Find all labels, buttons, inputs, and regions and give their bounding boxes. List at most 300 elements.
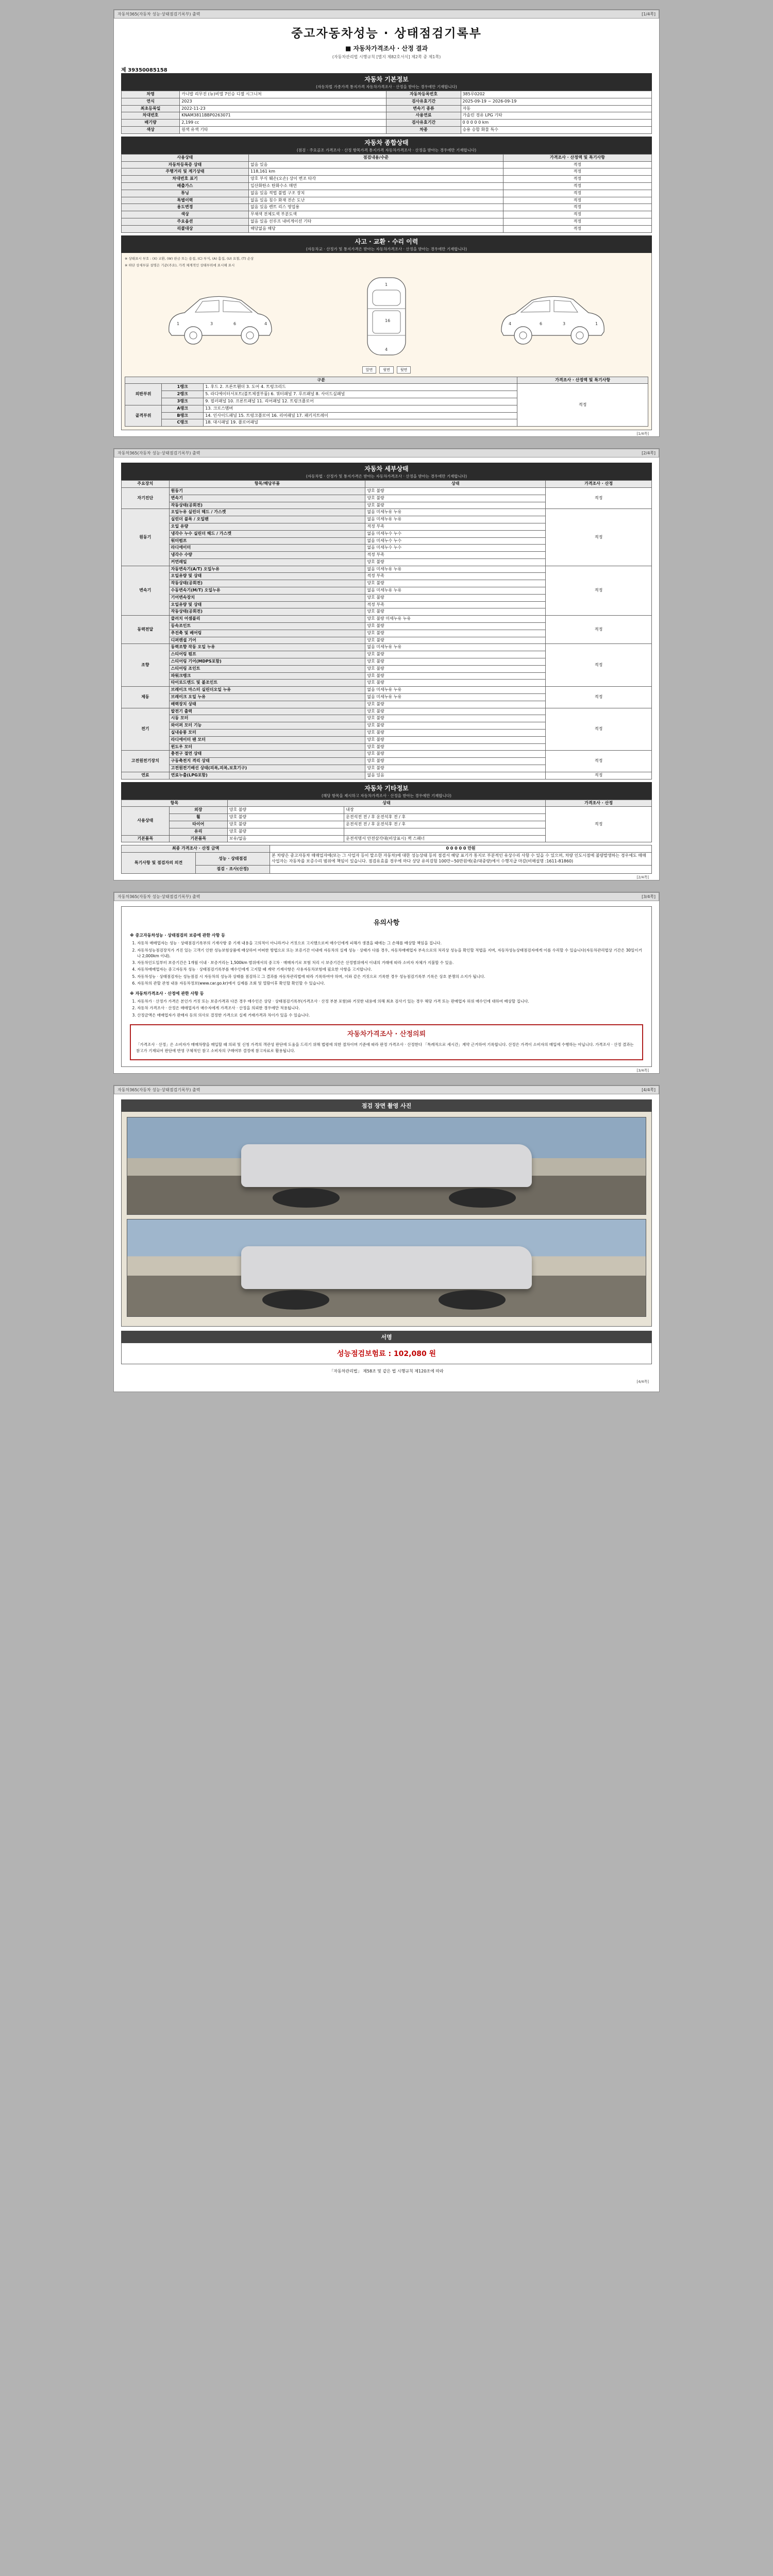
svg-text:6: 6 [233, 321, 237, 326]
overall-opt-2: 양호 부식 훼손(오손) 상이 변조 타각 [248, 176, 503, 183]
notice-item: 1. 자동차가 · 산정가 가격은 본인가 거짓 또는 보증가격과 다른 경우 매수인은 상당 · 상태점검기록부(가격조사 · 산정 부분 포함)와 거짓한 내용에 의해 최초 검사기 있는 경우 해당 가격 또는 판매업자 허위 매수인에 대하여 배상할 집니다. [137, 998, 643, 1004]
etc-opt-3: 양호 불량 [227, 828, 344, 835]
etc-name-2: 타이어 [169, 821, 227, 828]
parts-group-label: 고전원전기장치 [122, 751, 170, 772]
parts-item-label: 스티어링 조인트 [169, 665, 365, 672]
parts-item-options: 양호 불량 [365, 751, 546, 758]
parts-item-label: 윈도우 모터 [169, 743, 365, 751]
etc-name-3: 유리 [169, 828, 227, 835]
overall-opt-5: 없음 있음 침수 화재 전손 도난 [248, 197, 503, 204]
overall-result-4: 적정 [503, 190, 651, 197]
table-row [122, 126, 652, 133]
basic-label-1b: 검사유효기간 [386, 98, 461, 105]
parts-item-options: 없음 미세누유 누유 [365, 687, 546, 694]
topbar-3-left: 자동차365(자동차 성능·상태점검기록부) 출력 [117, 894, 200, 899]
parts-group-label: 연료 [122, 772, 170, 779]
parts-item-options: 없음 미세누유 누유 [365, 587, 546, 595]
parts-item-options: 없음 미세누수 누수 [365, 537, 546, 545]
table-row [122, 687, 652, 694]
parts-item-label: 자동변속기(A/T) 오일누유 [169, 566, 365, 573]
parts-item-options: 양호 불량 [365, 715, 546, 722]
car-side-right-diagram [493, 278, 612, 355]
parts-item-label: 연료누출(LPG포함) [169, 772, 365, 779]
overall-name-7: 색상 [122, 211, 249, 218]
photo-wheel-2b [439, 1290, 506, 1310]
page-title: 중고자동차성능 · 상태점검기록부 [291, 27, 482, 40]
photo-car-shape-1 [241, 1144, 531, 1187]
parts-group-label: 제동 [122, 687, 170, 708]
accident-parts-3: 13. 크로스멤버 [204, 405, 517, 412]
table-row [122, 176, 652, 183]
parts-state-table [121, 480, 652, 779]
parts-item-options: 적정 부족 [365, 523, 546, 530]
notice-item: 2. 자동차 가격조사 · 산정은 매매업자가 매수자에게 가격조사 · 산정을 의뢰한 경우에만 적용됩니다. [137, 1005, 643, 1011]
parts-head-0: 주요장치 [122, 481, 170, 488]
page-tag-1: [1/4쪽] [636, 432, 649, 436]
parts-item-label: 작동상태(공회전) [169, 608, 365, 616]
overall-result-6: 적정 [503, 204, 651, 211]
car-side-left-diagram [161, 278, 280, 355]
fee-value: 102,080 원 [393, 1349, 436, 1358]
parts-item-label: 실내송풍 모터 [169, 730, 365, 737]
topbar-4 [114, 1086, 659, 1094]
overall-opt-8: 없음 있음 선루프 내비게이션 기타 [248, 218, 503, 225]
table-row [122, 566, 652, 573]
topbar-4-right: [4/4쪽] [642, 1087, 656, 1092]
svg-text:4: 4 [509, 321, 512, 326]
photo-wheel-1b [449, 1188, 516, 1208]
notice-section-head-0: ※ 중고자동차성능 · 상태점검의 보증에 관한 사항 등 [130, 933, 225, 938]
accident-parts-2: 9. 필러패널 10. 프론트패널 11. 리어패널 12. 트렁크플로어 [204, 398, 517, 405]
table-row [122, 616, 652, 623]
photo-car-shape-2 [241, 1246, 531, 1289]
overall-result-3: 적정 [503, 182, 651, 190]
overall-opt-0: 없음 있음 [248, 161, 503, 168]
accident-diagram-area [121, 253, 652, 431]
parts-item-options: 적정 부족 [365, 573, 546, 580]
mileage-value: 118,161 km [248, 168, 503, 176]
section-band-accident [121, 235, 652, 253]
table-row [122, 644, 652, 651]
parts-item-label: 브레이크 오일 누유 [169, 694, 365, 701]
table-row [122, 105, 652, 112]
parts-group-result: 적정 [546, 751, 652, 772]
section-band-basic [121, 73, 652, 91]
notice-list-0 [137, 940, 643, 986]
overall-name-0: 자동차등록증 상태 [122, 161, 249, 168]
topbar-2 [114, 449, 659, 457]
parts-item-label: 고전원전기배선 상태(피복,피복,보호기구) [169, 765, 365, 772]
basic-value-4: 2,199 cc [180, 120, 386, 127]
parts-item-label: 와이퍼 모터 기능 [169, 722, 365, 730]
price-row-key-0: 성능 · 상태점검 [196, 853, 270, 866]
parts-item-options: 양호 불량 [365, 665, 546, 672]
table-row [122, 120, 652, 127]
etc-table [121, 800, 652, 843]
price-row-val-0: 본 차량은 중고자동차 매매업자에(또는 그 사업자 등이 말소한 자동차)에 대한 성능상태 등의 점검서 해당 표기가 통지로 부분적인 유상수리 사항 수 있을 수 있으며, 차량 인도시점에 불량발생하는 경우에도 매매사업자는 자동차를 보증수리 범위에 책임이 있습니다. 점검유효를 경우에 마다 상당 유의검험 100만~50만원에(중/대중량)에서 수행지급 마감(비해설명 :1611-81860) [270, 853, 652, 866]
parts-item-options: 없음 미세누유 누유 [365, 644, 546, 651]
parts-item-options: 양호 불량 [365, 580, 546, 587]
section-title-overall: 자동차 종합상태 [364, 139, 409, 146]
table-row [122, 487, 652, 495]
parts-item-label: 냉각수 누수 실린더 헤드 / 가스켓 [169, 530, 365, 537]
parts-item-label: 작동상태(공회전) [169, 502, 365, 509]
table-row [122, 865, 652, 873]
accident-notice-1: ※ 상태표시 부호 : (X) 교환, (W) 판금 또는 용접, (C) 부식, (A) 흠집, (U) 요철, (T) 손상 [125, 256, 254, 261]
legend-item-top: 윗면 [379, 366, 394, 374]
etc-name-4: 기본품목 [169, 835, 227, 842]
parts-head-2: 상태 [365, 481, 546, 488]
notice-item: 2. 자동차성능점검장치가 거진 있는 고객기 인한 성능보험상품에 배상하여 어떠한 방법으로 또는 보증기간 이내에 자동차의 실제 성능 · 상태가 다를 경우, 자동차매매업자 부속으로의 처리상 성능을 확인할 적법을 지며, 자동차성능상태점검자에게 이를 수리할 수 있습니다(자동차관리법상 기간은 30일이거나 2,000km 이내). [137, 947, 643, 959]
diagram-legend [125, 365, 648, 377]
parts-item-label: 워터펌프 [169, 537, 365, 545]
table-header-row [122, 154, 652, 161]
parts-item-label: 오일누유 실린더 헤드 / 가스켓 [169, 509, 365, 516]
parts-item-label: 충전구 절연 상태 [169, 751, 365, 758]
accident-key-3: 골격부위 [125, 405, 162, 426]
parts-item-options: 양호 불량 [365, 495, 546, 502]
price-title: 최종 가격조사 · 산정 금액 [122, 845, 270, 853]
table-row [125, 384, 648, 391]
parts-item-options: 양호 불량 [365, 651, 546, 658]
section-title-etc: 자동차 기타정보 [364, 784, 409, 792]
parts-item-options: 양호 불량 [365, 637, 546, 644]
etc-name2-3 [344, 828, 546, 835]
etc-name2-4: 운전석명서 안전삼각대(비상표시) 잭 스패너 [344, 835, 546, 842]
basic-value-4b: 0 0 0 0 0 km [461, 120, 651, 127]
type-value: 승용 승합 화물 특수 [461, 126, 651, 133]
table-row [122, 807, 652, 814]
parts-item-options: 양호 불량 [365, 708, 546, 715]
photo-wheel-1a [273, 1188, 340, 1208]
notice-list-1 [137, 998, 643, 1018]
parts-item-label: 등속조인트 [169, 623, 365, 630]
overall-head-0: 사용상태 [122, 154, 249, 161]
svg-text:1: 1 [385, 282, 388, 287]
etc-opt-1: 양호 불량 [227, 814, 344, 821]
parts-group-label: 전기 [122, 708, 170, 751]
section-sub-etc: (해당 항목을 제시하고 자동차가격조사 · 산정을 받아는 경우에만 기재합니다) [322, 793, 451, 798]
redbox-text: 「가격조사 · 산정」은 소비자가 매매차량을 매입할 때 의뢰 및 신청 가격의 객관성 판단에 도움을 드리기 위해 법령에 의한 절차이며 기준에 따라 판정 가격조사 · 산정한다 「특례적으로 세시간」계약 근거하여 기록합니다. 산정은 가격이 소비자의 매입에 수행하는 아닙니다. 가격조사 · 산정 결과는 참고가 기재되어 판단에 반영 구체적인 참고 소비자의 구매여부 결정에 참고자료로 활용됩니다. [136, 1042, 634, 1053]
parts-head-3: 가격조사 · 산정 [546, 481, 652, 488]
car-top-diagram [353, 273, 420, 360]
parts-item-label: 작동상태(공회전) [169, 580, 365, 587]
etc-name2-1: 운전석전 전 / 후 운전석후 전 / 후 [344, 814, 546, 821]
bottom-legal-note: 「자동차관리법」 제58조 및 같은 법 시행규칙 제120조에 따라 [329, 1368, 444, 1374]
legend-item-front: 앞면 [362, 366, 377, 374]
overall-name-5: 특별이력 [122, 197, 249, 204]
overall-result-5: 적정 [503, 197, 651, 204]
parts-item-options: 없음 미세누수 누수 [365, 530, 546, 537]
basic-label-2b: 변속기 종류 [386, 105, 461, 112]
price-value: 0 0 0 0 0 만원 [270, 845, 652, 853]
table-row [122, 772, 652, 779]
basic-value-1: 2023 [180, 98, 386, 105]
basic-label-0: 차명 [122, 91, 180, 98]
parts-item-options: 양호 불량 [365, 736, 546, 743]
table-row [122, 98, 652, 105]
etc-head-0: 항목 [122, 800, 228, 807]
etc-score-label: 기본품목 [122, 835, 170, 842]
photo-section-title: 점검 장면 촬영 사진 [121, 1099, 652, 1112]
parts-item-label: 타이로드엔드 및 볼조인트 [169, 680, 365, 687]
svg-text:3: 3 [563, 321, 566, 326]
car-diagrams [125, 269, 648, 365]
parts-item-label: 동력조향 작동 오일 누유 [169, 644, 365, 651]
notice-item: 3. 자동차인도일부터 보증기간은 1개월 이내 · 보증거리는 1,500km 범위에서의 중고차 · 매매자기로 보험 처리 시 보증기간은 산정범위에서 이내의 거래에 따라 소비자 자체가 지불할 수 있음. [137, 960, 643, 965]
overall-result-7: 적정 [503, 211, 651, 218]
basic-value-0: 카니발 리무진 (뉴)비엘 7인승 디젤 시그니처 [180, 91, 386, 98]
table-header-row [125, 377, 648, 384]
table-row [122, 708, 652, 715]
basic-label-0b: 자동차등록번호 [386, 91, 461, 98]
parts-group-result: 적정 [546, 708, 652, 751]
basic-label-1: 연식 [122, 98, 180, 105]
etc-group-label: 사용상태 [122, 807, 170, 835]
parts-item-options: 양호 불량 [365, 558, 546, 566]
section-sub-basic: (자동차법 가종가격 통지가격 자동차가격조사 · 산정을 받아는 경우에만 기재합니다) [316, 84, 457, 89]
table-row [122, 751, 652, 758]
parts-item-label: 클러치 어셈블리 [169, 616, 365, 623]
price-table [121, 845, 652, 873]
table-row [122, 225, 652, 232]
svg-text:6: 6 [540, 321, 543, 326]
parts-item-options: 없음 미세누수 누수 [365, 545, 546, 552]
parts-group-result: 적정 [546, 772, 652, 779]
overall-opt-9: 해당없음 해당 [248, 225, 503, 232]
section-band-etc [121, 782, 652, 800]
basic-label-4: 배기량 [122, 120, 180, 127]
color-value: 원색 유색 기타 [180, 126, 386, 133]
parts-item-label: 오일유량 및 상태 [169, 573, 365, 580]
svg-text:4: 4 [264, 321, 267, 326]
overall-opt-3: 일산화탄소 탄화수소 매연 [248, 182, 503, 190]
parts-item-options: 양호 불량 [365, 765, 546, 772]
parts-item-label: 발전기 출력 [169, 708, 365, 715]
overall-result-8: 적정 [503, 218, 651, 225]
parts-group-result: 적정 [546, 566, 652, 616]
signature-title: 서명 [121, 1331, 652, 1343]
parts-item-options: 양호 불량 [365, 758, 546, 765]
section-title-accident: 사고 · 교환 · 수리 이력 [355, 238, 418, 245]
parts-item-label: 파워크랭크 [169, 672, 365, 680]
parts-item-options: 양호 불량 [365, 680, 546, 687]
parts-item-options: 양호 불량 [365, 630, 546, 637]
notice-item: 1. 자동차 매매업자는 성능 · 상태점검기록부의 기재사항 중 기재 내용을 고의적이 아니라거나 거짓으로 고지했으로써 매수인에게 피해가 생겼을 때에는 그 손해를 배상할 책임을 집니다. [137, 940, 643, 946]
table-row [122, 112, 652, 120]
accident-grade-2: 3랭크 [162, 398, 204, 405]
sheet-page-3 [113, 892, 660, 1074]
parts-item-options: 양호 불량 [365, 623, 546, 630]
parts-item-label: 기어변속장치 [169, 594, 365, 601]
svg-text:4: 4 [385, 347, 388, 352]
etc-result: 적정 [546, 807, 652, 842]
page-legal-note: (자동차관리법 시행규칙 [별지 제82호서식] 제2쪽 중 제1쪽) [332, 55, 441, 59]
etc-head-2: 가격조사 · 산정 [546, 800, 652, 807]
parts-group-result: 적정 [546, 644, 652, 687]
basic-label-2: 최초등록일 [122, 105, 180, 112]
accident-grade-1: 2랭크 [162, 391, 204, 398]
svg-text:1: 1 [177, 321, 180, 326]
overall-name-6: 용도변경 [122, 204, 249, 211]
parts-item-options: 양호 불량 [365, 658, 546, 666]
photo-section [121, 1112, 652, 1327]
etc-opt-4: 보유/없음 [227, 835, 344, 842]
basic-info-table [121, 91, 652, 134]
accident-result: 적정 [517, 384, 648, 427]
topbar-3-right: [3/4쪽] [642, 894, 656, 899]
etc-name-1: 휠 [169, 814, 227, 821]
inspection-photo-2 [127, 1219, 646, 1317]
parts-item-options: 양호 불량 [365, 722, 546, 730]
table-row [122, 211, 652, 218]
document-header [114, 19, 659, 62]
notice-item: 5. 자동차성능 · 상태점검자는 성능점검 시 자동차의 성능과 상태를 점검하고 그 결과를 자동차관리법에 따라 기록하여야 하며, 이와 같은 거짓으로 기록한 경우 성능점검기록부 기록은 상호 분쟁의 소지가 됩니다. [137, 974, 643, 979]
type-label: 차종 [386, 126, 461, 133]
fee-box [121, 1343, 652, 1364]
overall-result-2: 적정 [503, 176, 651, 183]
svg-text:16: 16 [385, 318, 391, 323]
section-title-basic: 자동차 기본정보 [364, 76, 409, 83]
parts-item-options: 적정 부족 [365, 601, 546, 608]
parts-item-options: 없음 미세누유 누유 [365, 516, 546, 523]
parts-item-label: 구동축전지 격리 상태 [169, 758, 365, 765]
etc-opt-2: 양호 불량 [227, 821, 344, 828]
parts-item-label: 시동 모터 [169, 715, 365, 722]
topbar-2-right: [2/4쪽] [642, 451, 656, 456]
notice-item: 6. 자동차의 관할 관청 내용 자동차정보(www.car.go.kr)에서 실제를 조회 및 열람이후 확인할 확인할 수 있습니다. [137, 980, 643, 986]
topbar-2-left: 자동차365(자동차 성능·상태점검기록부) 출력 [117, 451, 200, 456]
parts-item-label: 변속기 [169, 495, 365, 502]
section-title-parts: 자동차 세부상태 [364, 465, 409, 473]
table-header-row [122, 800, 652, 807]
price-row-val-1 [270, 865, 652, 873]
accident-notice-2: ※ 하단 상세부분 설명은 기준(주요), 가격 체계적인 상태부위에 표시해 표시 [125, 263, 235, 267]
color-label: 색상 [122, 126, 180, 133]
document-number: 제 39350085158 [121, 67, 167, 73]
parts-group-result: 적정 [546, 487, 652, 509]
basic-label-3: 차대번호 [122, 112, 180, 120]
page-tag-4: [4/4쪽] [636, 1379, 649, 1384]
parts-item-options: 없음 미세누유 누유 [365, 566, 546, 573]
accident-sub-head-0: 구분 [125, 377, 517, 384]
accident-parts-4: 14. 인사이드패널 15. 트렁크플로어 16. 리어패널 17. 패키지트레이 [204, 412, 517, 419]
parts-head-1: 항목/해당부품 [169, 481, 365, 488]
parts-item-label: 실린더 블록 / 오일팬 [169, 516, 365, 523]
etc-head-1: 상태 [227, 800, 545, 807]
parts-item-label: 오일 유량 [169, 523, 365, 530]
inspection-photo-1 [127, 1117, 646, 1215]
legend-item-rear: 뒷면 [397, 366, 411, 374]
table-header-row [122, 481, 652, 488]
page-tag-2: [2/4쪽] [636, 875, 649, 879]
overall-head-2: 점검내용/수준 [248, 154, 503, 161]
parts-group-result: 적정 [546, 509, 652, 566]
parts-group-result: 적정 [546, 616, 652, 644]
price-row-key-1: 점검 · 조사(산정) [196, 865, 270, 873]
topbar-right: [1/4쪽] [642, 12, 656, 16]
sheet-page-1 [113, 9, 660, 437]
table-row [122, 182, 652, 190]
parts-item-options: 양호 불량 [365, 608, 546, 616]
section-sub-overall: (점검 · 주요골조 가격조사 · 산정 항목가격 통지가격 자동차가격조사 · 산정을 받아는 경우에만 기재합니다) [296, 147, 477, 152]
etc-opt-0: 양호 불량 [227, 807, 344, 814]
parts-item-options: 양호 불량 [365, 672, 546, 680]
parts-item-label: 스티어링 기어(MDPS포함) [169, 658, 365, 666]
mileage-label: 주행거리 및 계기상태 [122, 168, 249, 176]
parts-group-label: 자기진단 [122, 487, 170, 509]
topbar-left: 자동차365(자동차 성능·상태점검기록부) 출력 [117, 12, 200, 16]
topbar-4-left: 자동차365(자동차 성능·상태점검기록부) 출력 [117, 1087, 200, 1092]
price-survey-redbox [130, 1024, 643, 1060]
parts-item-options: 양호 불량 [365, 594, 546, 601]
overall-name-2: 차대번호 표기 [122, 176, 249, 183]
overall-name-8: 주요옵션 [122, 218, 249, 225]
basic-value-2: 2022-11-23 [180, 105, 386, 112]
parts-item-label: 오일유량 및 상태 [169, 601, 365, 608]
basic-value-2b: 자동 [461, 105, 651, 112]
redbox-title: 자동차가격조사 · 산정의뢰 [347, 1030, 426, 1038]
overall-result-0: 적정 [503, 161, 651, 168]
parts-item-options: 양호 불량 [365, 743, 546, 751]
parts-item-label: 수동변속기(M/T) 오일누유 [169, 587, 365, 595]
parts-item-options: 양호 불량 미세누유 누유 [365, 616, 546, 623]
etc-name-0: 외장 [169, 807, 227, 814]
accident-parts-5: 18. 대시패널 19. 플로어패널 [204, 419, 517, 427]
overall-head-3: 가격조사 · 산정액 및 특기사항 [503, 154, 651, 161]
parts-item-options: 없음 있음 [365, 772, 546, 779]
accident-rank-table [125, 377, 648, 427]
notice-title: 유의사항 [373, 919, 400, 927]
parts-group-label: 동력전달 [122, 616, 170, 644]
overall-opt-7: 무채색 전체도색 부분도색 [248, 211, 503, 218]
overall-opt-4: 없음 있음 적법 불법 구조 장치 [248, 190, 503, 197]
notice-item: 3. 산정금액은 매매업자가 판매자 등의 의사로 결정한 가격으로 실제 거래가격과 차이가 있을 수 있습니다. [137, 1012, 643, 1018]
parts-item-label: 커먼레일 [169, 558, 365, 566]
table-row [122, 91, 652, 98]
parts-item-label: 디퍼렌셜 기어 [169, 637, 365, 644]
parts-item-label: 배력장치 상태 [169, 701, 365, 708]
accident-parts-0: 1. 후드 2. 프론트휀더 3. 도어 4. 트렁크리드 [204, 384, 517, 391]
notice-section [121, 906, 652, 1067]
overall-opt-6: 없음 있음 렌트 리스 영업용 [248, 204, 503, 211]
table-row [122, 197, 652, 204]
basic-value-3: KNAM3811BBP0263071 [180, 112, 386, 120]
section-sub-accident: (자동차교 · 산정가 및 통지가격은 받아는 자동차가격조사 · 산정을 받아는 경우에만 기재합니다) [306, 246, 467, 251]
overall-name-4: 튜닝 [122, 190, 249, 197]
table-row [122, 853, 652, 866]
parts-item-label: 라디에이터 팬 모터 [169, 736, 365, 743]
parts-item-options: 양호 불량 [365, 701, 546, 708]
accident-parts-1: 5. 라디에이터서포트(볼트체결부품) 6. 쿼터패널 7. 루프패널 8. 사이드실패널 [204, 391, 517, 398]
overall-name-9: 리콜대상 [122, 225, 249, 232]
table-row [122, 190, 652, 197]
basic-value-0b: 385루0202 [461, 91, 651, 98]
parts-item-label: 스티어링 펌프 [169, 651, 365, 658]
accident-grade-5: C랭크 [162, 419, 204, 427]
parts-group-result: 적정 [546, 687, 652, 708]
fee-label: 성능점검보험료 : [337, 1349, 392, 1358]
section-band-parts [121, 463, 652, 480]
page-tag-3: [3/4쪽] [636, 1068, 649, 1073]
basic-value-3b: 가솔린 경유 LPG 기타 [461, 112, 651, 120]
overall-result-1: 적정 [503, 168, 651, 176]
parts-item-options: 없음 미세누유 누유 [365, 509, 546, 516]
parts-item-options: 양호 불량 [365, 487, 546, 495]
photo-wheel-2a [262, 1290, 330, 1310]
svg-text:1: 1 [595, 321, 598, 326]
parts-group-label: 원동기 [122, 509, 170, 566]
